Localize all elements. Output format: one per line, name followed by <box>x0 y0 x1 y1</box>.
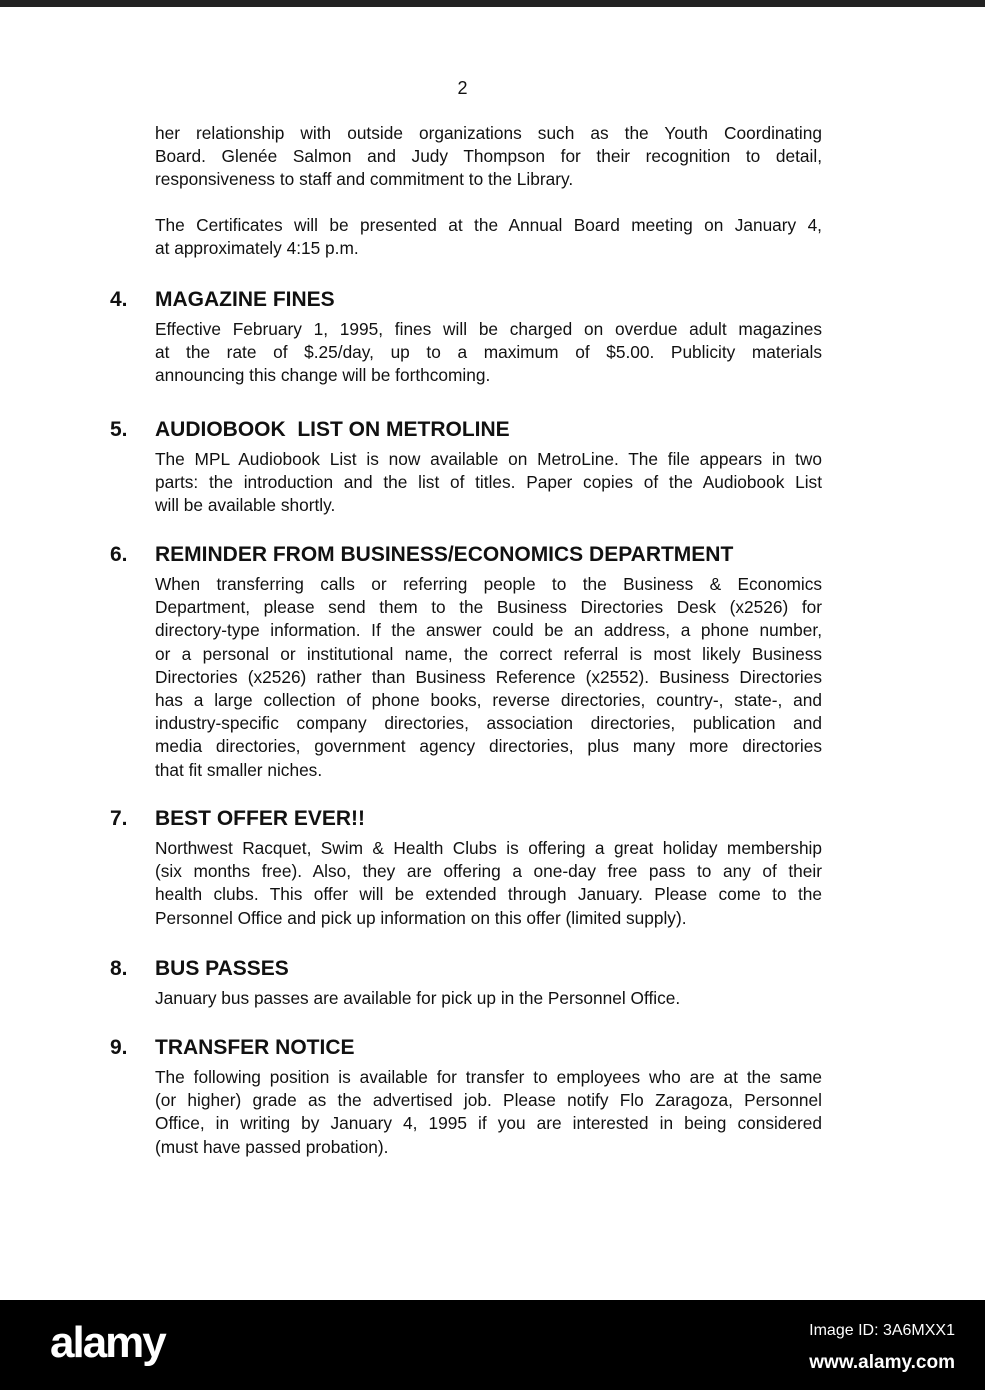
text-line: Personnel Office and pick up information on this offer (limited supply). <box>155 907 687 928</box>
paragraph <box>155 573 822 782</box>
text-line: industry-specific company directories, association directories, publication and <box>155 713 822 734</box>
section-number: 5. <box>110 418 128 441</box>
text-line: that fit smaller niches. <box>155 759 323 780</box>
section-number: 9. <box>110 1036 128 1059</box>
paragraph <box>155 122 822 192</box>
section-title: AUDIOBOOK LIST ON METROLINE <box>155 418 510 441</box>
text-line: responsiveness to staff and commitment to the Library. <box>155 169 574 190</box>
text-line: (must have passed probation). <box>155 1136 389 1157</box>
scan-edge <box>0 0 985 7</box>
text-line: (or higher) grade as the advertised job. Please notify Flo Zaragoza, Personnel <box>155 1090 822 1111</box>
text-line: parts: the introduction and the list of titles. Paper copies of the Audiobook List <box>155 472 822 493</box>
text-line: January bus passes are available for pick up in the Personnel Office. <box>155 988 681 1008</box>
text-line: directory-type information. If the answer could be an address, a phone number, <box>155 620 822 641</box>
section-heading <box>110 1036 355 1060</box>
text-line: health clubs. This offer will be extended through January. Please come to the <box>155 884 822 905</box>
alamy-logo: alamy <box>50 1318 165 1367</box>
section-number: 8. <box>110 957 128 980</box>
text-line: or a personal or institutional name, the correct referral is most likely Business <box>155 643 822 664</box>
text-line: Effective February 1, 1995, fines will be charged on overdue adult magazines <box>155 319 822 339</box>
paragraph <box>155 318 822 388</box>
text-line: The MPL Audiobook List is now available on MetroLine. The file appears in two <box>155 449 822 469</box>
text-line: Department, please send them to the Business Directories Desk (x2526) for <box>155 597 822 618</box>
paragraph <box>155 448 822 518</box>
text-line: The following position is available for transfer to employees who are at the same <box>155 1067 822 1087</box>
text-line: at the rate of $.25/day, up to a maximum of $5.00. Publicity materials <box>155 342 822 363</box>
image-id: Image ID: 3A6MXX1 <box>809 1322 955 1339</box>
paragraph <box>155 214 822 260</box>
section-heading <box>110 418 510 442</box>
text-line: Directories (x2526) rather than Business Reference (x2552). Business Directories <box>155 666 822 687</box>
paragraph <box>155 987 822 1010</box>
text-line: has a large collection of phone books, reverse directories, country-, state-, and <box>155 689 822 710</box>
text-line: Board. Glenée Salmon and Judy Thompson for their recognition to detail, <box>155 146 822 167</box>
text-line: media directories, government agency directories, plus many more directories <box>155 736 822 757</box>
text-line: will be available shortly. <box>155 495 336 516</box>
section-heading <box>110 543 733 567</box>
section-number: 6. <box>110 543 128 566</box>
paragraph <box>155 1066 822 1159</box>
text-line: When transferring calls or referring people to the Business & Economics <box>155 574 822 594</box>
text-line: announcing this change will be forthcoming. <box>155 365 491 386</box>
text-line: Office, in writing by January 4, 1995 if you are interested in being considered <box>155 1113 822 1134</box>
text-line: her relationship with outside organizations such as the Youth Coordinating <box>155 123 822 143</box>
section-heading <box>110 288 335 312</box>
section-number: 4. <box>110 288 128 311</box>
text-line: The Certificates will be presented at the Annual Board meeting on January 4, <box>155 215 822 235</box>
section-title: TRANSFER NOTICE <box>155 1036 355 1059</box>
page-number: 2 <box>457 78 468 98</box>
text-line: (six months free). Also, they are offering a one-day free pass to any of their <box>155 861 822 882</box>
section-title: REMINDER FROM BUSINESS/ECONOMICS DEPARTMENT <box>155 543 734 566</box>
section-title: BEST OFFER EVER!! <box>155 807 366 830</box>
section-heading <box>110 807 365 831</box>
section-number: 7. <box>110 807 128 830</box>
section-title: BUS PASSES <box>155 957 289 980</box>
section-heading <box>110 957 289 981</box>
watermark-url: www.alamy.com <box>809 1352 955 1373</box>
text-line: at approximately 4:15 p.m. <box>155 238 359 259</box>
section-title: MAGAZINE FINES <box>155 288 335 311</box>
paragraph <box>155 837 822 930</box>
text-line: Northwest Racquet, Swim & Health Clubs is offering a great holiday membership <box>155 838 822 858</box>
watermark-banner <box>0 1300 985 1390</box>
